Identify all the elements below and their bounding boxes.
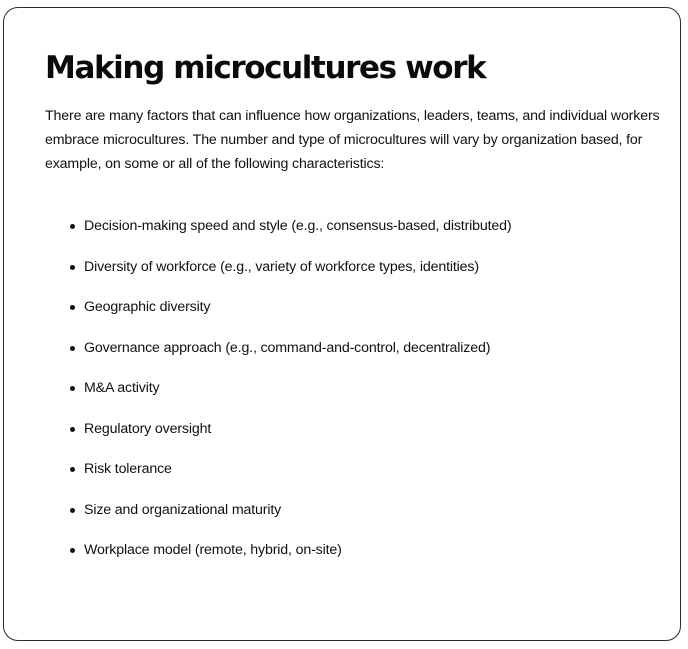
bullet-icon bbox=[70, 548, 75, 553]
list-item-label: Regulatory oversight bbox=[84, 420, 212, 437]
bullet-icon bbox=[70, 305, 75, 310]
factor-list bbox=[45, 214, 511, 579]
list-item bbox=[45, 498, 511, 539]
info-card bbox=[3, 7, 681, 641]
list-item-label: Size and organizational maturity bbox=[84, 501, 282, 518]
list-item bbox=[45, 214, 511, 255]
card-title: Making microcultures work bbox=[45, 50, 486, 86]
list-item-label: Governance approach (e.g., command-and-control, decentralized) bbox=[84, 339, 491, 356]
list-item bbox=[45, 295, 511, 336]
list-item bbox=[45, 376, 511, 417]
bullet-icon bbox=[70, 467, 75, 472]
list-item-label: Geographic diversity bbox=[84, 299, 211, 315]
list-item bbox=[45, 457, 511, 498]
bullet-icon bbox=[70, 265, 75, 270]
list-item bbox=[45, 538, 511, 579]
bullet-icon bbox=[70, 508, 75, 513]
bullet-icon bbox=[70, 346, 75, 351]
bullet-icon bbox=[70, 386, 75, 391]
list-item bbox=[45, 417, 511, 458]
bullet-icon bbox=[70, 224, 75, 229]
bullet-icon bbox=[70, 427, 75, 432]
list-item bbox=[45, 255, 511, 296]
list-item-label: Workplace model (remote, hybrid, on-site) bbox=[84, 542, 342, 558]
list-item-label: Risk tolerance bbox=[84, 461, 172, 477]
intro-paragraph: There are many factors that can influence how organizations, leaders, teams, and individual workers embrace microcultures. The number and type of microcultures will vary by organization based, for example, on some or all of the following characteristics: bbox=[45, 108, 660, 172]
list-item-label: Decision-making speed and style (e.g., consensus-based, distributed) bbox=[84, 218, 512, 234]
list-item-label: M&A activity bbox=[84, 380, 160, 396]
list-item-label: Diversity of workforce (e.g., variety of workforce types, identities) bbox=[84, 258, 479, 275]
list-item bbox=[45, 336, 511, 377]
